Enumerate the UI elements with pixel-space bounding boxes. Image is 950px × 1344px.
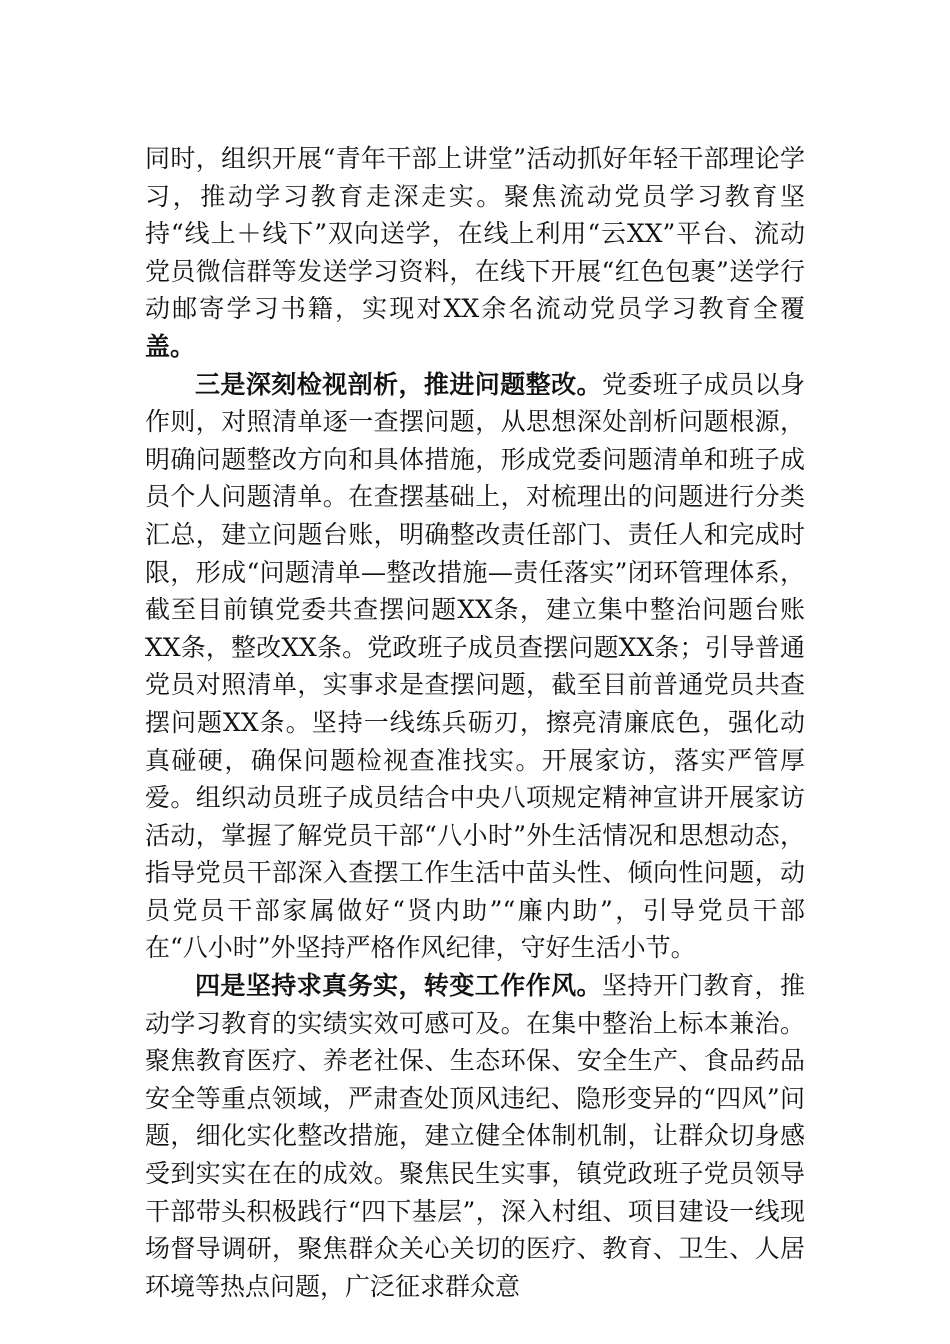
paragraph-3-heading: 四是坚持求真务实，转变工作作风。 [195,971,602,1001]
paragraph-2-text: 党委班子成员以身作则，对照清单逐一查摆问题，从思想深处剖析问题根源，明确问题整改方向和具体措施，形成党委问题清单和班子成员个人问题清单。在查摆基础上，对梳理出的问题进行分类汇总，建立问题台账，明确整改责任部门、责任人和完成时限，形成“问题清单—整改措施—责任落实”闭环管理体系，截至目前镇党委共查摆问题XX条，建立集中整治问题台账XX条，整改XX条。党政班子成员查摆问题XX条；引导普通党员对照清单，实事求是查摆问题，截至目前普通党员共查摆问题XX条。坚持一线练兵砺刃，擦亮清廉底色，强化动真碰硬，确保问题检视查准找实。开展家访，落实严管厚爱。组织动员班子成员结合中央八项规定精神宣讲开展家访活动，掌握了解党员干部“八小时”外生活情况和思想动态，指导党员干部深入查摆工作生活中苗头性、倾向性问题，动员党员干部家属做好“贤内助”“廉内助”，引导党员干部在“八小时”外坚持严格作风纪律，守好生活小节。 [145,369,805,963]
paragraph-1-bold-tail: 盖。 [145,331,196,361]
paragraph-3 [145,967,805,1305]
paragraph-3-text: 坚持开门教育，推动学习教育的实绩实效可感可及。在集中整治上标本兼治。聚焦教育医疗、养老社保、生态环保、安全生产、食品药品安全等重点领域，严肃查处顶风违纪、隐形变异的“四风”问题，细化实化整改措施，建立健全体制机制，让群众切身感受到实实在在的成效。聚焦民生实事，镇党政班子党员领导干部带头积极践行“四下基层”，深入村组、项目建设一线现场督导调研，聚焦群众关心关切的医疗、教育、卫生、人居环境等热点问题，广泛征求群众意 [145,971,805,1301]
document-body [145,140,805,1305]
paragraph-1-text: 同时，组织开展“青年干部上讲堂”活动抓好年轻干部理论学习，推动学习教育走深走实。聚焦流动党员学习教育坚持“线上＋线下”双向送学，在线上利用“云XX”平台、流动党员微信群等发送学习资料，在线下开展“红色包裹”送学行动邮寄学习书籍，实现对XX余名流动党员学习教育全覆 [145,144,805,324]
paragraph-2 [145,366,805,968]
paragraph-2-heading: 三是深刻检视剖析，推进问题整改。 [195,369,602,399]
paragraph-1 [145,140,805,366]
